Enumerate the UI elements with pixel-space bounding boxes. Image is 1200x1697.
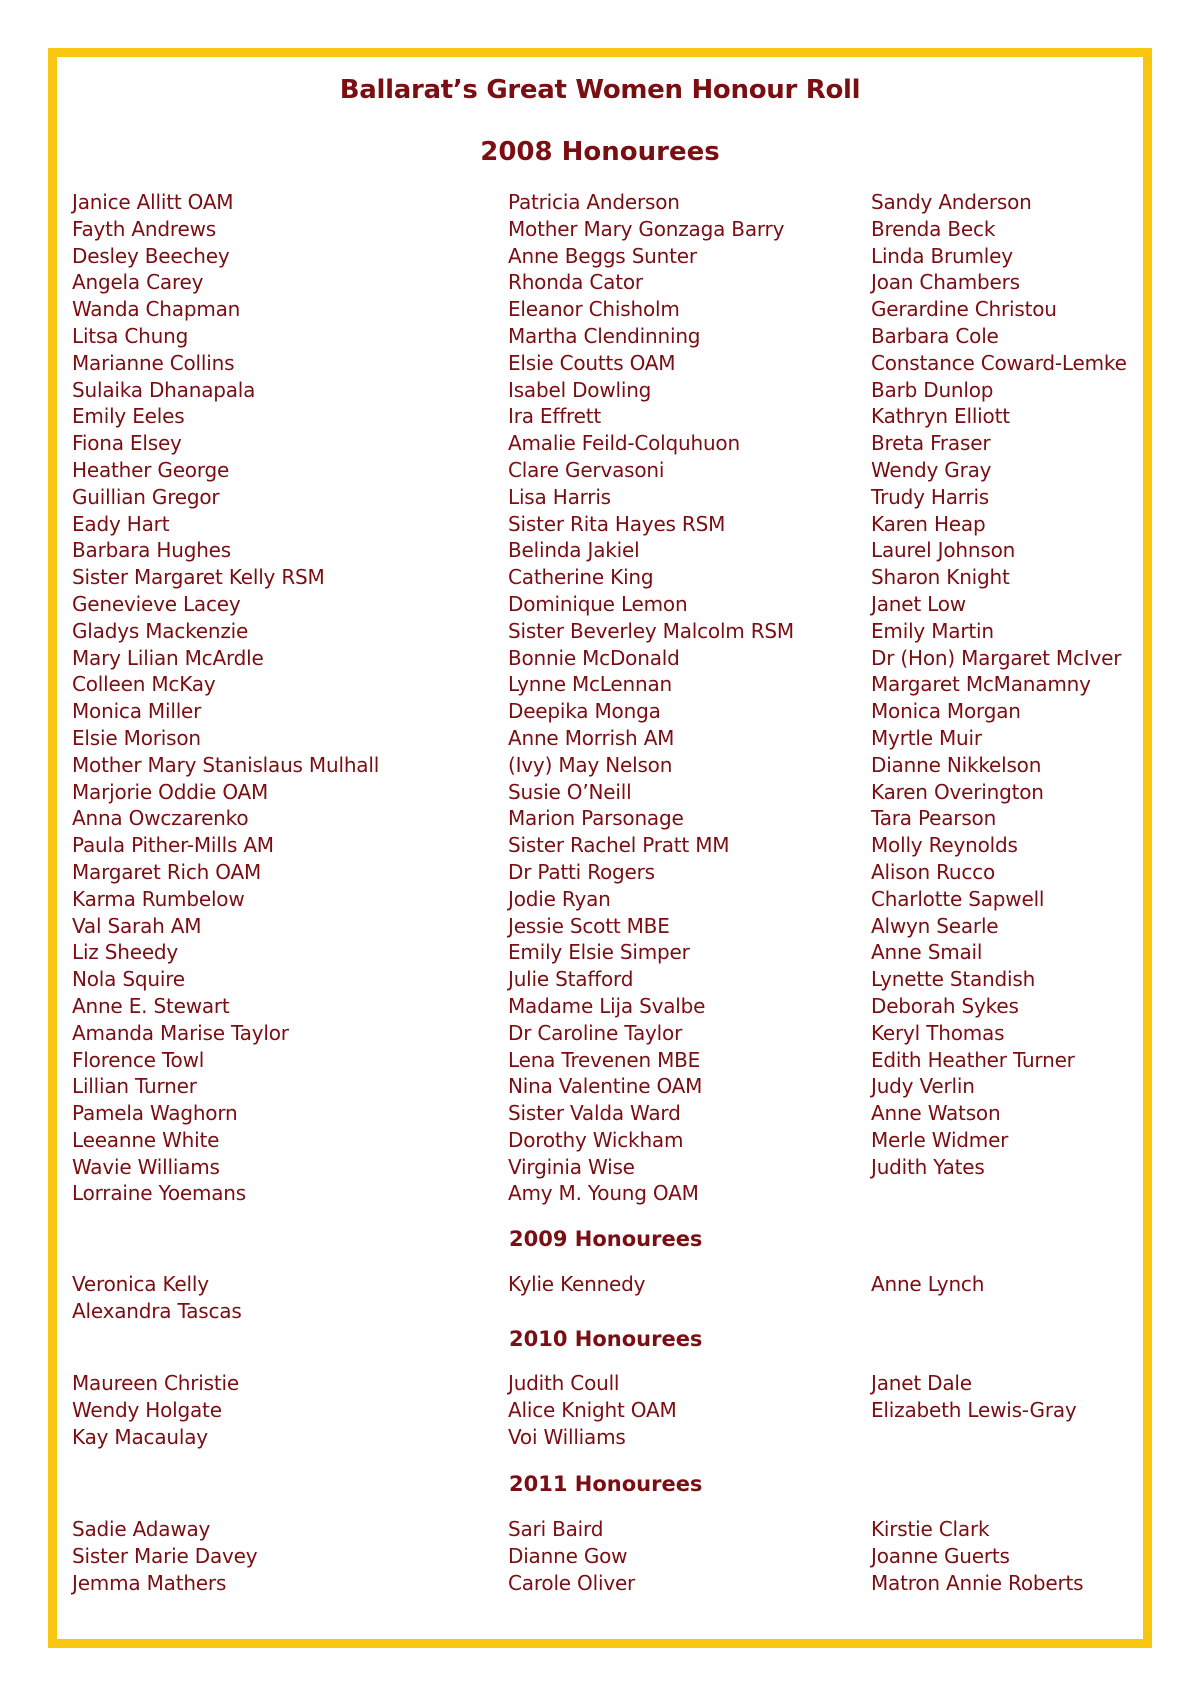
names-2008-col3 — [871, 189, 1127, 1180]
honouree-name: Ira Effrett — [508, 404, 602, 429]
names-2010-col1 — [72, 1370, 239, 1450]
honouree-name: Dr Caroline Taylor — [508, 1020, 683, 1045]
honouree-name: Liz Sheedy — [72, 940, 179, 965]
honouree-name: Keryl Thomas — [871, 1020, 1005, 1045]
names-2008-col2 — [508, 189, 794, 1207]
honouree-name: Paula Pither-Mills AM — [72, 833, 274, 858]
honouree-name: Laurel Johnson — [871, 538, 1016, 563]
honouree-name: Janice Allitt OAM — [72, 190, 234, 214]
honouree-name: Kay Macaulay — [72, 1424, 208, 1449]
honouree-name: Veronica Kelly — [72, 1272, 209, 1296]
honouree-name: Marion Parsonage — [508, 806, 684, 831]
honouree-name: Lisa Harris — [508, 484, 611, 509]
honouree-name: Leeanne White — [72, 1127, 220, 1152]
honouree-name: Monica Morgan — [871, 699, 1021, 724]
honouree-name: Deborah Sykes — [871, 993, 1019, 1018]
honouree-name: Susie O’Neill — [508, 779, 632, 804]
honouree-name: Patricia Anderson — [508, 190, 680, 214]
honouree-name: Alexandra Tascas — [72, 1298, 242, 1323]
honouree-name: Lillian Turner — [72, 1074, 197, 1099]
honouree-name: Gerardine Christou — [871, 297, 1057, 322]
honouree-name: Sister Margaret Kelly RSM — [72, 565, 325, 590]
honouree-name: Alwyn Searle — [871, 913, 999, 938]
honouree-name: Dianne Nikkelson — [871, 752, 1042, 777]
honouree-name: Wendy Gray — [871, 457, 992, 482]
honouree-name: Barbara Cole — [871, 323, 999, 348]
honouree-name: Virginia Wise — [508, 1154, 635, 1179]
honouree-name: Dr (Hon) Margaret McIver — [871, 645, 1122, 670]
honouree-name: Karen Heap — [871, 511, 986, 536]
honouree-name: Eady Hart — [72, 511, 170, 536]
honouree-name: Madame Lija Svalbe — [508, 993, 706, 1018]
honouree-name: Janet Low — [871, 591, 966, 616]
honouree-name: Brenda Beck — [871, 216, 996, 241]
honouree-name: Elsie Coutts OAM — [508, 350, 676, 375]
names-2011-col1 — [72, 1516, 257, 1596]
honouree-name: Heather George — [72, 457, 230, 482]
honouree-name: Lena Trevenen MBE — [508, 1047, 701, 1072]
honouree-name: Dianne Gow — [508, 1543, 628, 1568]
honouree-name: Angela Carey — [72, 270, 204, 295]
honouree-name: Sari Baird — [508, 1517, 604, 1541]
honouree-name: Nola Squire — [72, 967, 185, 992]
honouree-name: Judith Yates — [871, 1154, 985, 1179]
honouree-name: Barbara Hughes — [72, 538, 231, 563]
honouree-name: Val Sarah AM — [72, 913, 202, 938]
honouree-name: Matron Annie Roberts — [871, 1570, 1084, 1595]
honouree-name: Anne Beggs Sunter — [508, 243, 697, 268]
honouree-name: Wavie Williams — [72, 1154, 220, 1179]
honouree-name: Jemma Mathers — [72, 1570, 227, 1595]
honouree-name: Margaret McManamny — [871, 672, 1091, 697]
honouree-name: Marianne Collins — [72, 350, 235, 375]
honouree-name: Fayth Andrews — [72, 216, 216, 241]
honouree-name: Clare Gervasoni — [508, 457, 665, 482]
honouree-name: Emily Martin — [871, 618, 994, 643]
honouree-name: Voi Williams — [508, 1424, 626, 1449]
honouree-name: Emily Eeles — [72, 404, 185, 429]
honouree-name: Anne E. Stewart — [72, 993, 230, 1018]
section-heading-2010: 2010 Honourees — [509, 1327, 703, 1351]
honouree-name: Anne Morrish AM — [508, 725, 675, 750]
honouree-name: Karen Overington — [871, 779, 1044, 804]
honouree-name: Amy M. Young OAM — [508, 1181, 699, 1206]
honouree-name: Kathryn Elliott — [871, 404, 1010, 429]
section-heading-2008: 2008 Honourees — [480, 137, 720, 167]
honouree-name: Dr Patti Rogers — [508, 859, 655, 884]
honouree-name: Deepika Monga — [508, 699, 661, 724]
honouree-name: Karma Rumbelow — [72, 886, 245, 911]
honouree-name: Mother Mary Gonzaga Barry — [508, 216, 785, 241]
honouree-name: Anne Smail — [871, 940, 983, 965]
honouree-name: Lynette Standish — [871, 967, 1036, 992]
honouree-name: Lynne McLennan — [508, 672, 672, 697]
honouree-name: Mother Mary Stanislaus Mulhall — [72, 752, 380, 777]
names-2009-col1 — [72, 1271, 242, 1325]
honouree-name: Jessie Scott MBE — [508, 913, 670, 938]
honouree-name: Breta Fraser — [871, 431, 991, 456]
honouree-name: Desley Beechey — [72, 243, 230, 268]
honouree-name: Sister Rita Hayes RSM — [508, 511, 726, 536]
honouree-name: Merle Widmer — [871, 1127, 1009, 1152]
names-2011-col2 — [508, 1516, 635, 1596]
honouree-name: Maureen Christie — [72, 1371, 239, 1395]
honouree-name: Martha Clendinning — [508, 323, 701, 348]
honouree-name: Isabel Dowling — [508, 377, 652, 402]
honouree-name: Wendy Holgate — [72, 1397, 222, 1422]
honouree-name: Trudy Harris — [871, 484, 990, 509]
honouree-name: Monica Miller — [72, 699, 202, 724]
honouree-name: Anne Watson — [871, 1101, 1001, 1126]
names-2009-col3 — [871, 1271, 984, 1298]
honouree-name: Amalie Feild-Colquhuon — [508, 431, 740, 456]
honouree-name: Myrtle Muir — [871, 725, 982, 750]
names-2010-col3 — [871, 1370, 1077, 1424]
section-heading-2011: 2011 Honourees — [509, 1472, 703, 1496]
section-heading-2009: 2009 Honourees — [509, 1227, 703, 1251]
honouree-name: Sharon Knight — [871, 565, 1010, 590]
honouree-name: Carole Oliver — [508, 1570, 636, 1595]
honouree-name: Charlotte Sapwell — [871, 886, 1045, 911]
honouree-name: Genevieve Lacey — [72, 591, 241, 616]
honouree-name: Dominique Lemon — [508, 591, 688, 616]
honouree-name: Mary Lilian McArdle — [72, 645, 264, 670]
honouree-name: Kirstie Clark — [871, 1517, 990, 1541]
honouree-name: Marjorie Oddie OAM — [72, 779, 269, 804]
honouree-name: Alice Knight OAM — [508, 1397, 677, 1422]
honouree-name: Anne Lynch — [871, 1272, 985, 1296]
honouree-name: Sister Marie Davey — [72, 1543, 258, 1568]
honouree-name: Pamela Waghorn — [72, 1101, 238, 1126]
honouree-name: Anna Owczarenko — [72, 806, 249, 831]
honouree-name: Julie Stafford — [508, 967, 634, 992]
honouree-name: Tara Pearson — [871, 806, 997, 831]
names-2010-col2 — [508, 1370, 677, 1450]
honouree-name: Lorraine Yoemans — [72, 1181, 247, 1206]
honouree-name: Fiona Elsey — [72, 431, 182, 456]
honouree-name: Judith Coull — [508, 1371, 620, 1395]
honouree-name: Barb Dunlop — [871, 377, 994, 402]
honouree-name: Bonnie McDonald — [508, 645, 680, 670]
honouree-name: Joanne Guerts — [871, 1543, 1010, 1568]
honouree-name: Catherine King — [508, 565, 654, 590]
honouree-name: Gladys Mackenzie — [72, 618, 249, 643]
honouree-name: Wanda Chapman — [72, 297, 241, 322]
honouree-name: Jodie Ryan — [508, 886, 611, 911]
honouree-name: Florence Towl — [72, 1047, 205, 1072]
honouree-name: Nina Valentine OAM — [508, 1074, 703, 1099]
names-2011-col3 — [871, 1516, 1083, 1596]
honouree-name: Colleen McKay — [72, 672, 216, 697]
honouree-name: Guillian Gregor — [72, 484, 220, 509]
honouree-name: Belinda Jakiel — [508, 538, 640, 563]
honouree-name: Margaret Rich OAM — [72, 859, 262, 884]
honouree-name: Linda Brumley — [871, 243, 1013, 268]
names-2009-col2 — [508, 1271, 645, 1298]
honouree-name: Sadie Adaway — [72, 1517, 211, 1541]
honouree-name: Amanda Marise Taylor — [72, 1020, 289, 1045]
honouree-name: Sister Rachel Pratt MM — [508, 833, 730, 858]
honouree-name: Dorothy Wickham — [508, 1127, 684, 1152]
honouree-name: Rhonda Cator — [508, 270, 643, 295]
honouree-name: Joan Chambers — [871, 270, 1020, 295]
honouree-name: Elizabeth Lewis-Gray — [871, 1397, 1077, 1422]
honouree-name: Janet Dale — [871, 1371, 972, 1395]
honouree-name: Molly Reynolds — [871, 833, 1018, 858]
honouree-name: Kylie Kennedy — [508, 1272, 646, 1296]
honouree-name: Litsa Chung — [72, 323, 189, 348]
honouree-name: Constance Coward-Lemke — [871, 350, 1127, 375]
honouree-name: Elsie Morison — [72, 725, 201, 750]
honouree-name: Emily Elsie Simper — [508, 940, 690, 965]
honouree-name: Judy Verlin — [871, 1074, 975, 1099]
names-2008-col1 — [72, 189, 379, 1207]
honouree-name: Sulaika Dhanapala — [72, 377, 256, 402]
honouree-name: Sister Valda Ward — [508, 1101, 681, 1126]
honouree-name: Sandy Anderson — [871, 190, 1032, 214]
honouree-name: Eleanor Chisholm — [508, 297, 680, 322]
honouree-name: Alison Rucco — [871, 859, 995, 884]
page-title: Ballarat’s Great Women Honour Roll — [339, 75, 861, 105]
honouree-name: Edith Heather Turner — [871, 1047, 1075, 1072]
honouree-name: (Ivy) May Nelson — [508, 752, 673, 777]
honouree-name: Sister Beverley Malcolm RSM — [508, 618, 794, 643]
